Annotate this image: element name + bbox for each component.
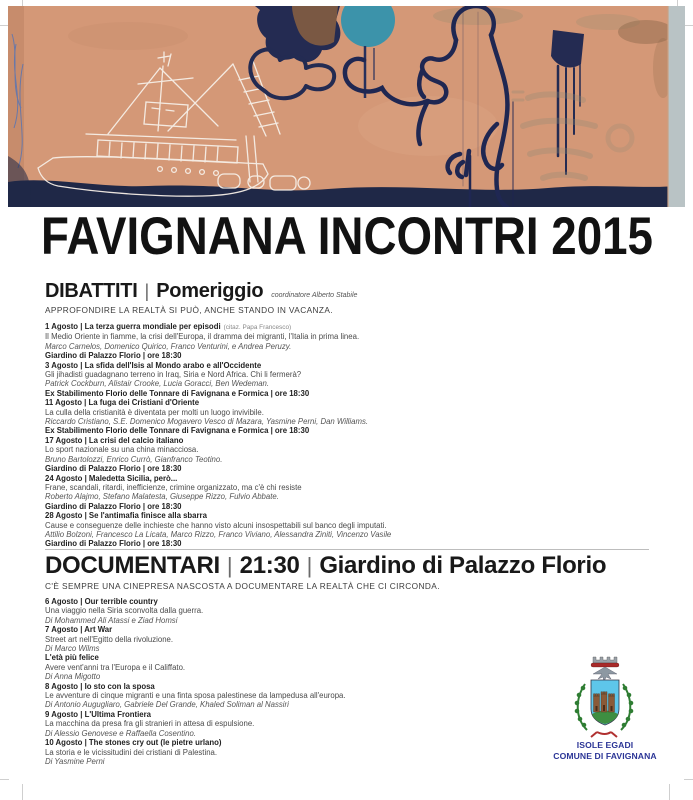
smudge xyxy=(68,22,188,50)
event-credits: Di Anna Migotto xyxy=(45,672,101,682)
event xyxy=(45,511,653,549)
documentari-venue: Giardino di Palazzo Florio xyxy=(319,552,607,579)
documentari-label: DOCUMENTARI xyxy=(45,552,220,579)
documentari-header xyxy=(45,554,653,578)
coat-of-arms-icon xyxy=(569,654,639,738)
dibattiti-label: DIBATTITI xyxy=(45,280,138,302)
pipe-divider: | xyxy=(226,553,233,578)
event-heading: 6 Agosto | Our terrible country xyxy=(45,597,158,606)
org-line-1: ISOLE EGADI xyxy=(576,740,634,750)
event-speakers: Riccardo Cristiano, S.E. Domenico Mogavero Vesco di Mazara, Yasmine Perni, Dan Williams. xyxy=(45,417,369,427)
event-description: La storia e le vicissitudini dei cristiani di Palestina. xyxy=(45,747,218,757)
event-venue: Ex Stabilimento Florio delle Tonnare di Favignana e Formica | ore 18:30 xyxy=(45,426,310,436)
event xyxy=(45,398,653,436)
event-venue: Giardino di Palazzo Florio | ore 18:30 xyxy=(45,501,182,511)
ribbon xyxy=(591,732,617,737)
event xyxy=(45,474,653,512)
pipe-divider: | xyxy=(306,553,313,578)
event-heading: 8 Agosto | Io sto con la sposa xyxy=(45,681,155,691)
event-description: Street art nell'Egitto della rivoluzione. xyxy=(45,634,174,644)
event-venue: Giardino di Palazzo Florio | ore 18:30 xyxy=(45,464,182,474)
event xyxy=(45,653,653,681)
event-heading: 28 Agosto | Se l'antimafia finisce alla sbarra xyxy=(45,511,207,521)
event-heading: 24 Agosto | Maledetta Sicilia, però... xyxy=(45,473,178,483)
event-description: Cause e conseguenze delle inchieste che hanno visto alcuni insospettabili sul banco degli imputati. xyxy=(45,520,387,530)
org-line-2: COMUNE DI FAVIGNANA xyxy=(553,750,657,761)
event xyxy=(45,436,653,474)
event-heading: 17 Agosto | La crisi del calcio italiano xyxy=(45,435,184,445)
event-heading: 3 Agosto | La sfida dell'Isis al Mondo arabo e all'Occidente xyxy=(45,360,262,370)
crown-band xyxy=(591,663,619,667)
crop-mark-bottom-left-v xyxy=(22,784,23,800)
event-credits: Di Alessio Genovese e Raffaella Cosentino. xyxy=(45,728,196,738)
dibattiti-header xyxy=(45,281,653,301)
event-note: (citaz. Papa Francesco) xyxy=(223,324,292,331)
event-credits: Di Yasmine Perni xyxy=(45,756,105,766)
event-venue: Giardino di Palazzo Florio | ore 18:30 xyxy=(45,351,182,361)
green-mound xyxy=(592,711,618,725)
event-heading: 9 Agosto | L'Ultima Frontiera xyxy=(45,709,151,719)
event xyxy=(45,682,653,710)
event-description: Avere vent'anni tra l'Europa e il Califfato. xyxy=(45,662,186,672)
documentari-time: 21:30 xyxy=(239,552,300,579)
dibattiti-coordinator: coordinatore Alberto Stabile xyxy=(271,292,358,299)
crop-mark-bottom-left-h xyxy=(0,779,9,780)
event-description: Una viaggio nella Siria sconvolta dalla guerra. xyxy=(45,606,204,616)
section-dibattiti xyxy=(45,281,653,549)
event-description: Gli jihadisti guadagnano terreno in Iraq, Siria e Nord Africa. Chi li fermerà? xyxy=(45,370,302,380)
header-artwork-illustration xyxy=(8,6,685,207)
crop-mark-bottom-right-h xyxy=(684,779,693,780)
event-speakers: Patrick Cockburn, Alistair Crooke, Lucia Goracci, Ben Wedeman. xyxy=(45,379,270,389)
event-description: La macchina da presa fra gli stranieri in attesa di espulsione. xyxy=(45,719,255,729)
crop-mark-bottom-right-v xyxy=(669,784,670,800)
event xyxy=(45,322,653,361)
mural-crown xyxy=(593,657,617,663)
event-speakers: Roberto Alajmo, Stefano Malatesta, Giuseppe Rizzo, Fulvio Abbate. xyxy=(45,492,279,502)
torn-edge-strip xyxy=(668,6,685,207)
event-description: Lo sport nazionale su una china minacciosa. xyxy=(45,445,199,455)
event-description: Il Medio Oriente in fiamme, la crisi dell'Europa, il dramma dei migranti, l'Italia in prima linea. xyxy=(45,332,360,342)
dibattiti-events xyxy=(45,322,653,549)
event-credits: Di Mohammed Ali Atassi e Ziad Homsi xyxy=(45,615,178,625)
event xyxy=(45,597,653,625)
event-description: Frane, scandali, ritardi, inefficienze, crimine organizzato, ma c'è chi resiste xyxy=(45,482,302,492)
event-heading: 7 Agosto | Art War xyxy=(45,625,113,635)
event-credits: Di Antonio Augugliaro, Gabriele Del Grande, Khaled Soliman al Nassiri xyxy=(45,700,289,710)
event-heading: 11 Agosto | La fuga dei Cristiani d'Oriente xyxy=(45,398,200,408)
section-divider xyxy=(45,549,649,550)
section-documentari xyxy=(45,554,653,766)
event xyxy=(45,625,653,653)
poster-title xyxy=(0,206,693,264)
event-heading: 10 Agosto | The stones cry out (le pietre urlano) xyxy=(45,738,222,748)
footer-organization xyxy=(540,740,670,761)
ink-blob-right xyxy=(551,30,584,67)
documentari-tagline: C'È SEMPRE UNA CINEPRESA NASCOSTA A DOCUMENTARE LA REALTÀ CHE CI CIRCONDA. xyxy=(45,581,440,591)
event-speakers: Bruno Bartolozzi, Enrico Currò, Gianfranco Teotino. xyxy=(45,454,223,464)
event-heading: 1 Agosto | La terza guerra mondiale per episodi xyxy=(45,322,221,331)
dibattiti-tagline: APPROFONDIRE LA REALTÀ SI PUÒ, ANCHE STANDO IN VACANZA. xyxy=(45,305,334,315)
pipe-divider: | xyxy=(144,280,150,301)
event-description: Le avventure di cinque migranti e una finta sposa palestinese da lampedusa all'europa. xyxy=(45,691,346,701)
event-description: La culla della cristianità è diventata per molti un luogo invivibile. xyxy=(45,407,264,417)
event xyxy=(45,710,653,738)
dibattiti-time-label: Pomeriggio xyxy=(156,280,264,302)
event-venue: Giardino di Palazzo Florio | ore 18:30 xyxy=(45,539,182,549)
event-heading: L'età più felice xyxy=(45,653,99,663)
event-speakers: Attilio Bolzoni, Francesco La Licata, Marco Rizzo, Franco Viviano, Alessandra Ziniti, Vincenzo Vasile xyxy=(45,529,392,539)
event-speakers: Marco Carnelos, Domenico Quirico, Franco Venturini, e Andrea Peruzy. xyxy=(45,341,292,351)
event-credits: Di Marco Wilms xyxy=(45,644,100,654)
poster-title-text: FAVIGNANA INCONTRI 2015 xyxy=(41,208,654,264)
event xyxy=(45,361,653,399)
event-venue: Ex Stabilimento Florio delle Tonnare di Favignana e Formica | ore 18:30 xyxy=(45,388,310,398)
